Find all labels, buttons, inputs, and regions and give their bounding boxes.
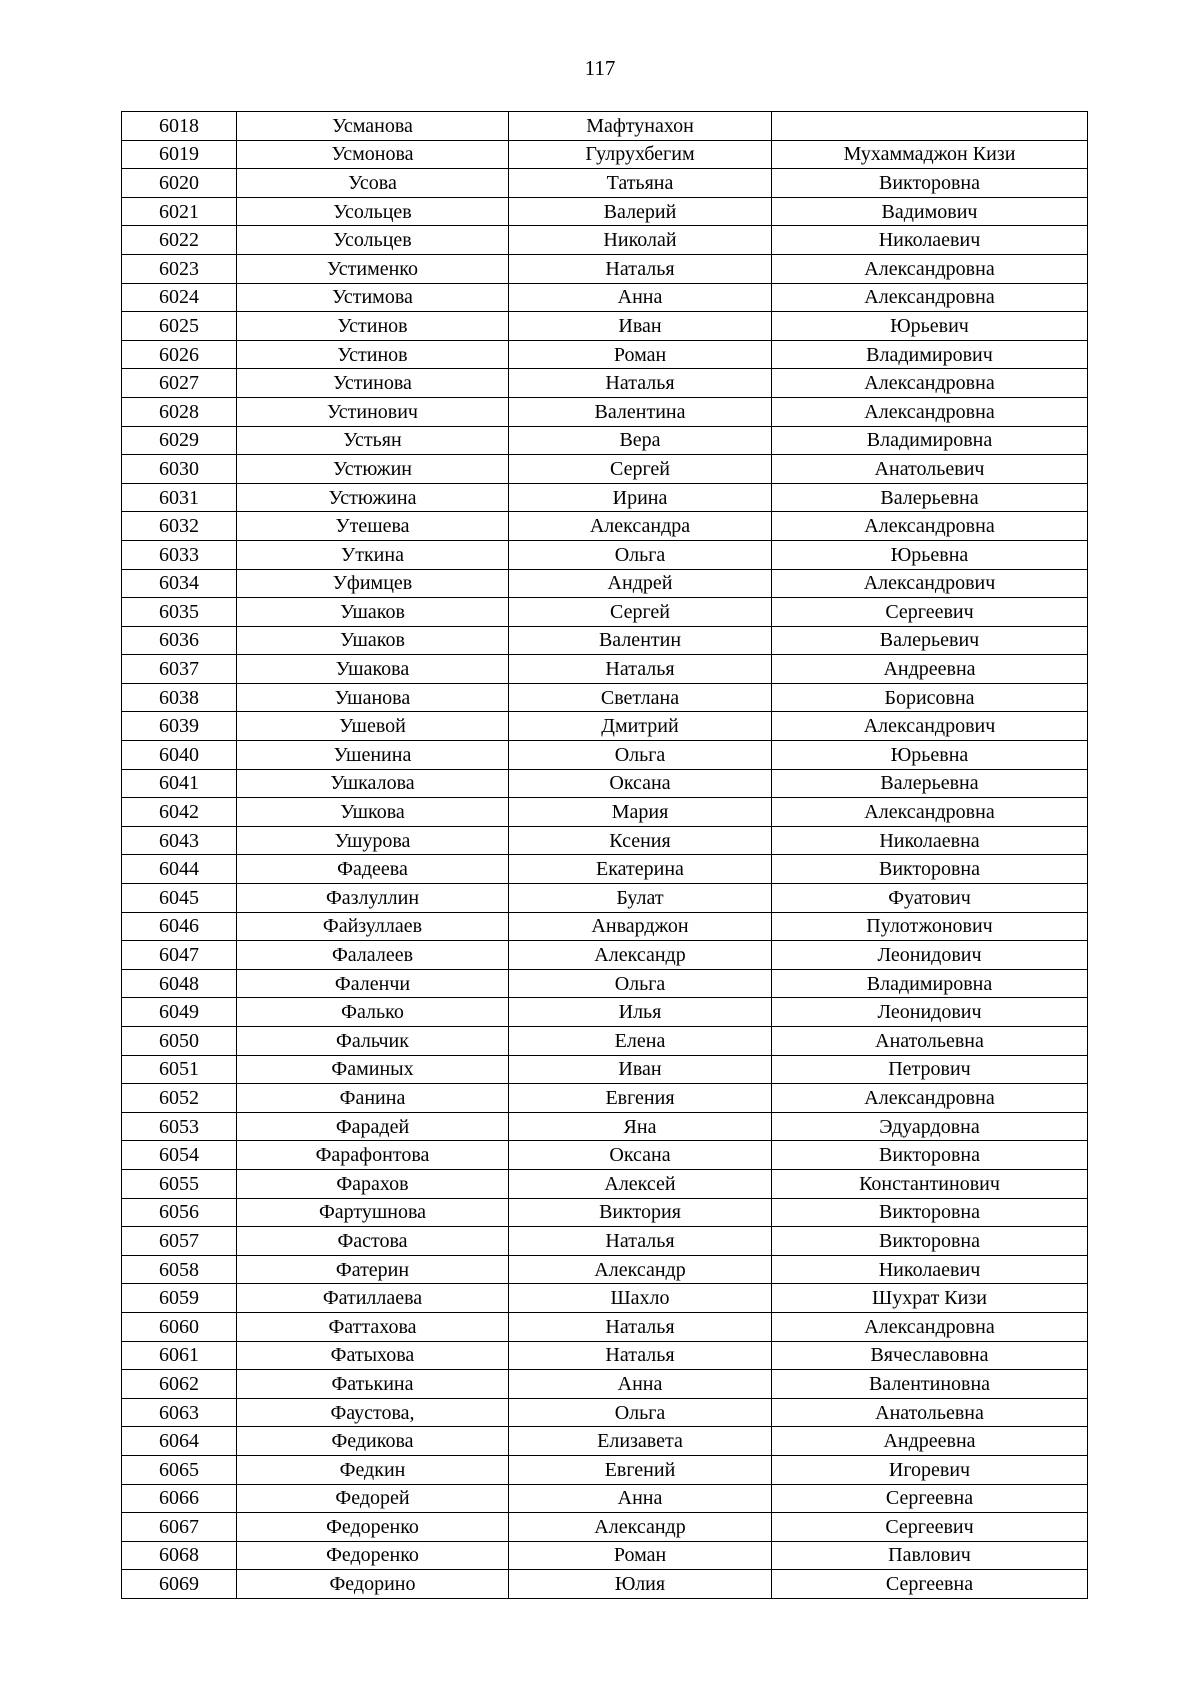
surname-cell: Усманова [237,112,509,141]
first-name-cell: Евгений [509,1455,772,1484]
table-row [122,226,1088,255]
surname-cell: Ушурова [237,826,509,855]
row-number-cell: 6064 [122,1427,237,1456]
table-row [122,455,1088,484]
row-number-cell: 6046 [122,912,237,941]
first-name-cell: Сергей [509,598,772,627]
row-number-cell: 6054 [122,1141,237,1170]
patronymic-cell: Валерьевна [772,769,1088,798]
row-number-cell: 6063 [122,1398,237,1427]
surname-cell: Усмонова [237,140,509,169]
patronymic-cell: Фуатович [772,884,1088,913]
row-number-cell: 6040 [122,741,237,770]
first-name-cell: Анна [509,283,772,312]
patronymic-cell: Александровна [772,1084,1088,1113]
first-name-cell: Наталья [509,1312,772,1341]
surname-cell: Ушакова [237,655,509,684]
first-name-cell: Валерий [509,197,772,226]
table-row [122,312,1088,341]
row-number-cell: 6027 [122,369,237,398]
table-row [122,369,1088,398]
patronymic-cell: Александровна [772,397,1088,426]
row-number-cell: 6041 [122,769,237,798]
surname-cell: Усольцев [237,197,509,226]
row-number-cell: 6038 [122,683,237,712]
first-name-cell: Валентин [509,626,772,655]
surname-cell: Устинович [237,397,509,426]
patronymic-cell: Юрьевич [772,312,1088,341]
first-name-cell: Елена [509,1027,772,1056]
surname-cell: Фатерин [237,1255,509,1284]
table-row [122,1169,1088,1198]
surname-cell: Фарадей [237,1112,509,1141]
patronymic-cell: Игоревич [772,1455,1088,1484]
patronymic-cell: Петрович [772,1055,1088,1084]
table-row [122,1255,1088,1284]
patronymic-cell: Юрьевна [772,741,1088,770]
first-name-cell: Алексей [509,1169,772,1198]
first-name-cell: Ольга [509,1398,772,1427]
surname-cell: Федорино [237,1570,509,1599]
first-name-cell: Наталья [509,1227,772,1256]
surname-cell: Ушкалова [237,769,509,798]
table-row [122,1312,1088,1341]
table-row [122,1398,1088,1427]
surname-cell: Устименко [237,254,509,283]
patronymic-cell [772,112,1088,141]
surname-cell: Ушаков [237,626,509,655]
row-number-cell: 6049 [122,998,237,1027]
row-number-cell: 6028 [122,397,237,426]
first-name-cell: Александр [509,1513,772,1542]
table-row [122,884,1088,913]
table-row [122,540,1088,569]
table-row [122,569,1088,598]
first-name-cell: Ольга [509,741,772,770]
row-number-cell: 6062 [122,1370,237,1399]
table-row [122,1198,1088,1227]
table-row [122,798,1088,827]
table-row [122,426,1088,455]
table-row [122,1427,1088,1456]
table-row [122,1112,1088,1141]
surname-cell: Фадеева [237,855,509,884]
row-number-cell: 6047 [122,941,237,970]
patronymic-cell: Вячеславовна [772,1341,1088,1370]
surname-cell: Федоренко [237,1541,509,1570]
patronymic-cell: Александровна [772,1312,1088,1341]
patronymic-cell: Викторовна [772,1141,1088,1170]
patronymic-cell: Сергеевич [772,598,1088,627]
surname-cell: Устьян [237,426,509,455]
patronymic-cell: Сергеевна [772,1484,1088,1513]
first-name-cell: Юлия [509,1570,772,1599]
surname-cell: Фанина [237,1084,509,1113]
patronymic-cell: Сергеевна [772,1570,1088,1599]
row-number-cell: 6022 [122,226,237,255]
surname-cell: Фазлуллин [237,884,509,913]
surname-cell: Ушкова [237,798,509,827]
patronymic-cell: Пулотжонович [772,912,1088,941]
table-row [122,1484,1088,1513]
first-name-cell: Дмитрий [509,712,772,741]
table-row [122,397,1088,426]
table-row [122,826,1088,855]
row-number-cell: 6031 [122,483,237,512]
row-number-cell: 6039 [122,712,237,741]
row-number-cell: 6029 [122,426,237,455]
row-number-cell: 6053 [122,1112,237,1141]
patronymic-cell: Александрович [772,569,1088,598]
patronymic-cell: Анатольевна [772,1398,1088,1427]
row-number-cell: 6024 [122,283,237,312]
patronymic-cell: Александрович [772,712,1088,741]
surname-cell: Фальчик [237,1027,509,1056]
row-number-cell: 6021 [122,197,237,226]
table-row [122,941,1088,970]
row-number-cell: 6020 [122,169,237,198]
first-name-cell: Иван [509,1055,772,1084]
surname-cell: Федоренко [237,1513,509,1542]
patronymic-cell: Юрьевна [772,540,1088,569]
patronymic-cell: Николаевич [772,1255,1088,1284]
row-number-cell: 6026 [122,340,237,369]
first-name-cell: Оксана [509,1141,772,1170]
patronymic-cell: Эдуардовна [772,1112,1088,1141]
surname-cell: Файзуллаев [237,912,509,941]
row-number-cell: 6059 [122,1284,237,1313]
patronymic-cell: Викторовна [772,1198,1088,1227]
patronymic-cell: Андреевна [772,1427,1088,1456]
table-row [122,741,1088,770]
patronymic-cell: Сергеевич [772,1513,1088,1542]
surname-cell: Фатиллаева [237,1284,509,1313]
surname-cell: Утешева [237,512,509,541]
row-number-cell: 6057 [122,1227,237,1256]
row-number-cell: 6058 [122,1255,237,1284]
surname-cell: Фаленчи [237,969,509,998]
patronymic-cell: Андреевна [772,655,1088,684]
surname-cell: Федикова [237,1427,509,1456]
patronymic-cell: Николаевна [772,826,1088,855]
first-name-cell: Ольга [509,969,772,998]
row-number-cell: 6035 [122,598,237,627]
surname-cell: Федорей [237,1484,509,1513]
table-row [122,769,1088,798]
surname-cell: Фарафонтова [237,1141,509,1170]
table-body [122,112,1088,1599]
table-row [122,969,1088,998]
surname-cell: Устюжин [237,455,509,484]
patronymic-cell: Павлович [772,1541,1088,1570]
first-name-cell: Екатерина [509,855,772,884]
table-row [122,1455,1088,1484]
row-number-cell: 6030 [122,455,237,484]
surname-cell: Устинов [237,340,509,369]
row-number-cell: 6061 [122,1341,237,1370]
table-row [122,1055,1088,1084]
first-name-cell: Сергей [509,455,772,484]
table-row [122,712,1088,741]
patronymic-cell: Шухрат Кизи [772,1284,1088,1313]
surname-cell: Устинов [237,312,509,341]
surname-cell: Фаттахова [237,1312,509,1341]
patronymic-cell: Валерьевич [772,626,1088,655]
first-name-cell: Елизавета [509,1427,772,1456]
row-number-cell: 6043 [122,826,237,855]
registry-table-container [121,111,1088,1599]
surname-cell: Усольцев [237,226,509,255]
first-name-cell: Гулрухбегим [509,140,772,169]
first-name-cell: Ксения [509,826,772,855]
first-name-cell: Вера [509,426,772,455]
table-row [122,254,1088,283]
patronymic-cell: Леонидович [772,998,1088,1027]
row-number-cell: 6037 [122,655,237,684]
surname-cell: Устимова [237,283,509,312]
first-name-cell: Ирина [509,483,772,512]
first-name-cell: Наталья [509,369,772,398]
table-row [122,1027,1088,1056]
table-row [122,512,1088,541]
first-name-cell: Мария [509,798,772,827]
table-row [122,1341,1088,1370]
surname-cell: Ушевой [237,712,509,741]
row-number-cell: 6056 [122,1198,237,1227]
table-row [122,1084,1088,1113]
surname-cell: Усова [237,169,509,198]
table-row [122,140,1088,169]
table-row [122,855,1088,884]
row-number-cell: 6018 [122,112,237,141]
table-row [122,1284,1088,1313]
registry-table [121,111,1088,1599]
table-row [122,1227,1088,1256]
surname-cell: Фатькина [237,1370,509,1399]
first-name-cell: Иван [509,312,772,341]
surname-cell: Фарахов [237,1169,509,1198]
row-number-cell: 6067 [122,1513,237,1542]
table-row [122,112,1088,141]
first-name-cell: Илья [509,998,772,1027]
patronymic-cell: Валерьевна [772,483,1088,512]
first-name-cell: Александра [509,512,772,541]
table-row [122,598,1088,627]
row-number-cell: 6042 [122,798,237,827]
first-name-cell: Виктория [509,1198,772,1227]
first-name-cell: Яна [509,1112,772,1141]
first-name-cell: Шахло [509,1284,772,1313]
first-name-cell: Наталья [509,1341,772,1370]
patronymic-cell: Владимировна [772,426,1088,455]
surname-cell: Федкин [237,1455,509,1484]
patronymic-cell: Викторовна [772,855,1088,884]
row-number-cell: 6034 [122,569,237,598]
patronymic-cell: Николаевич [772,226,1088,255]
first-name-cell: Александр [509,1255,772,1284]
table-row [122,998,1088,1027]
first-name-cell: Евгения [509,1084,772,1113]
row-number-cell: 6068 [122,1541,237,1570]
surname-cell: Фастова [237,1227,509,1256]
surname-cell: Ушанова [237,683,509,712]
surname-cell: Устюжина [237,483,509,512]
first-name-cell: Светлана [509,683,772,712]
patronymic-cell: Валентиновна [772,1370,1088,1399]
table-row [122,683,1088,712]
table-row [122,912,1088,941]
table-row [122,626,1088,655]
patronymic-cell: Викторовна [772,169,1088,198]
row-number-cell: 6044 [122,855,237,884]
row-number-cell: 6051 [122,1055,237,1084]
row-number-cell: 6050 [122,1027,237,1056]
first-name-cell: Оксана [509,769,772,798]
row-number-cell: 6023 [122,254,237,283]
surname-cell: Фалько [237,998,509,1027]
surname-cell: Ушенина [237,741,509,770]
patronymic-cell: Анатольевна [772,1027,1088,1056]
patronymic-cell: Мухаммаджон Кизи [772,140,1088,169]
patronymic-cell: Владимирович [772,340,1088,369]
first-name-cell: Булат [509,884,772,913]
patronymic-cell: Викторовна [772,1227,1088,1256]
first-name-cell: Роман [509,1541,772,1570]
table-row [122,1513,1088,1542]
row-number-cell: 6055 [122,1169,237,1198]
row-number-cell: 6060 [122,1312,237,1341]
patronymic-cell: Александровна [772,254,1088,283]
row-number-cell: 6052 [122,1084,237,1113]
table-row [122,483,1088,512]
row-number-cell: 6048 [122,969,237,998]
first-name-cell: Анна [509,1484,772,1513]
table-row [122,1141,1088,1170]
table-row [122,340,1088,369]
first-name-cell: Татьяна [509,169,772,198]
table-row [122,1370,1088,1399]
surname-cell: Ушаков [237,598,509,627]
patronymic-cell: Александровна [772,512,1088,541]
patronymic-cell: Александровна [772,369,1088,398]
table-row [122,655,1088,684]
patronymic-cell: Александровна [772,798,1088,827]
patronymic-cell: Константинович [772,1169,1088,1198]
row-number-cell: 6045 [122,884,237,913]
surname-cell: Фалалеев [237,941,509,970]
first-name-cell: Андрей [509,569,772,598]
patronymic-cell: Владимировна [772,969,1088,998]
patronymic-cell: Леонидович [772,941,1088,970]
table-row [122,1570,1088,1599]
row-number-cell: 6025 [122,312,237,341]
patronymic-cell: Анатольевич [772,455,1088,484]
row-number-cell: 6033 [122,540,237,569]
first-name-cell: Николай [509,226,772,255]
table-row [122,197,1088,226]
row-number-cell: 6066 [122,1484,237,1513]
patronymic-cell: Александровна [772,283,1088,312]
first-name-cell: Ольга [509,540,772,569]
surname-cell: Фартушнова [237,1198,509,1227]
row-number-cell: 6019 [122,140,237,169]
surname-cell: Фаминых [237,1055,509,1084]
surname-cell: Уфимцев [237,569,509,598]
first-name-cell: Александр [509,941,772,970]
first-name-cell: Валентина [509,397,772,426]
row-number-cell: 6036 [122,626,237,655]
page-number: 117 [584,56,616,80]
patronymic-cell: Борисовна [772,683,1088,712]
surname-cell: Фатыхова [237,1341,509,1370]
table-row [122,283,1088,312]
row-number-cell: 6065 [122,1455,237,1484]
surname-cell: Уткина [237,540,509,569]
table-row [122,169,1088,198]
first-name-cell: Анварджон [509,912,772,941]
table-row [122,1541,1088,1570]
surname-cell: Устинова [237,369,509,398]
row-number-cell: 6032 [122,512,237,541]
surname-cell: Фаустова, [237,1398,509,1427]
first-name-cell: Роман [509,340,772,369]
first-name-cell: Наталья [509,254,772,283]
patronymic-cell: Вадимович [772,197,1088,226]
first-name-cell: Мафтунахон [509,112,772,141]
first-name-cell: Анна [509,1370,772,1399]
first-name-cell: Наталья [509,655,772,684]
row-number-cell: 6069 [122,1570,237,1599]
